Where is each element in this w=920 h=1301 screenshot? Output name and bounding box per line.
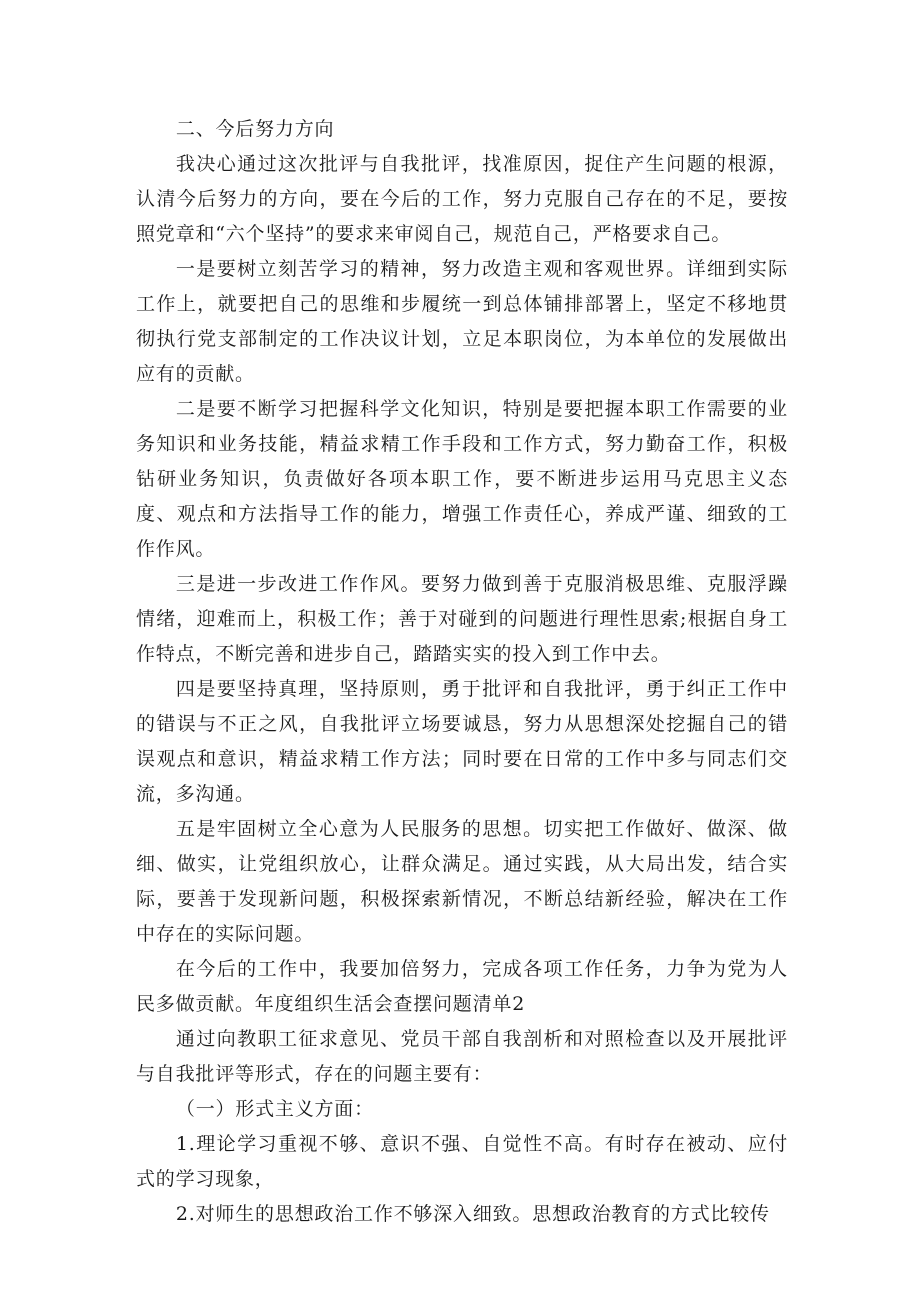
paragraph: 三是进一步改进工作作风。要努力做到善于克服消极思维、克服浮躁情绪，迎难而上，积极工作；善于对碰到的问题进行理性思索;根据自身工作特点，不断完善和进步自己，踏踏实实的投入到工作中去。 (136, 573, 788, 665)
paragraph: 通过向教职工征求意见、党员干部自我剖析和对照检查以及开展批评与自我批评等形式，存在的问题主要有： (136, 1028, 788, 1085)
paragraph: 我决心通过这次批评与自我批评，找准原因，捉住产生问题的根源，认清今后努力的方向，要在今后的工作，努力克服自己存在的不足，要按照党章和“六个坚持”的要求来审阅自己，规范自己，严格要求自己。 (136, 153, 788, 245)
paragraph: 五是牢固树立全心意为人民服务的思想。切实把工作做好、做深、做细、做实，让党组织放心，让群众满足。通过实践，从大局出发，结合实际，要善于发现新问题，积极探索新情况，不断总结新经验，解决在工作中存在的实际问题。 (136, 818, 788, 945)
paragraph: 在今后的工作中，我要加倍努力，完成各项工作任务，力争为党为人民多做贡献。年度组织生活会查摆问题清单2 (136, 958, 788, 1015)
list-item: 1.理论学习重视不够、意识不强、自觉性不高。有时存在被动、应付式的学习现象， (136, 1133, 788, 1190)
section-heading: 二、今后努力方向 (175, 118, 335, 140)
document-body (136, 112, 788, 1232)
paragraph: 一是要树立刻苦学习的精神，努力改造主观和客观世界。详细到实际工作上，就要把自己的思维和步履统一到总体铺排部署上，坚定不移地贯彻执行党支部制定的工作决议计划，立足本职岗位，为本单位的发展做出应有的贡献。 (136, 258, 788, 385)
list-item: 2.对师生的思想政治工作不够深入细致。思想政治教育的方式比较传 (175, 1203, 770, 1225)
subsection-heading: （一）形式主义方面： (175, 1098, 374, 1120)
paragraph: 四是要坚持真理，坚持原则，勇于批评和自我批评，勇于纠正工作中的错误与不正之风，自我批评立场要诚恳，努力从思想深处挖掘自己的错误观点和意识，精益求精工作方法；同时要在日常的工作中多与同志们交流，多沟通。 (136, 678, 788, 805)
paragraph: 二是要不断学习把握科学文化知识，特别是要把握本职工作需要的业务知识和业务技能，精益求精工作手段和工作方式，努力勤奋工作，积极钻研业务知识，负责做好各项本职工作，要不断进步运用马克思主义态度、观点和方法指导工作的能力，增强工作责任心，养成严谨、细致的工作作风。 (136, 398, 788, 560)
